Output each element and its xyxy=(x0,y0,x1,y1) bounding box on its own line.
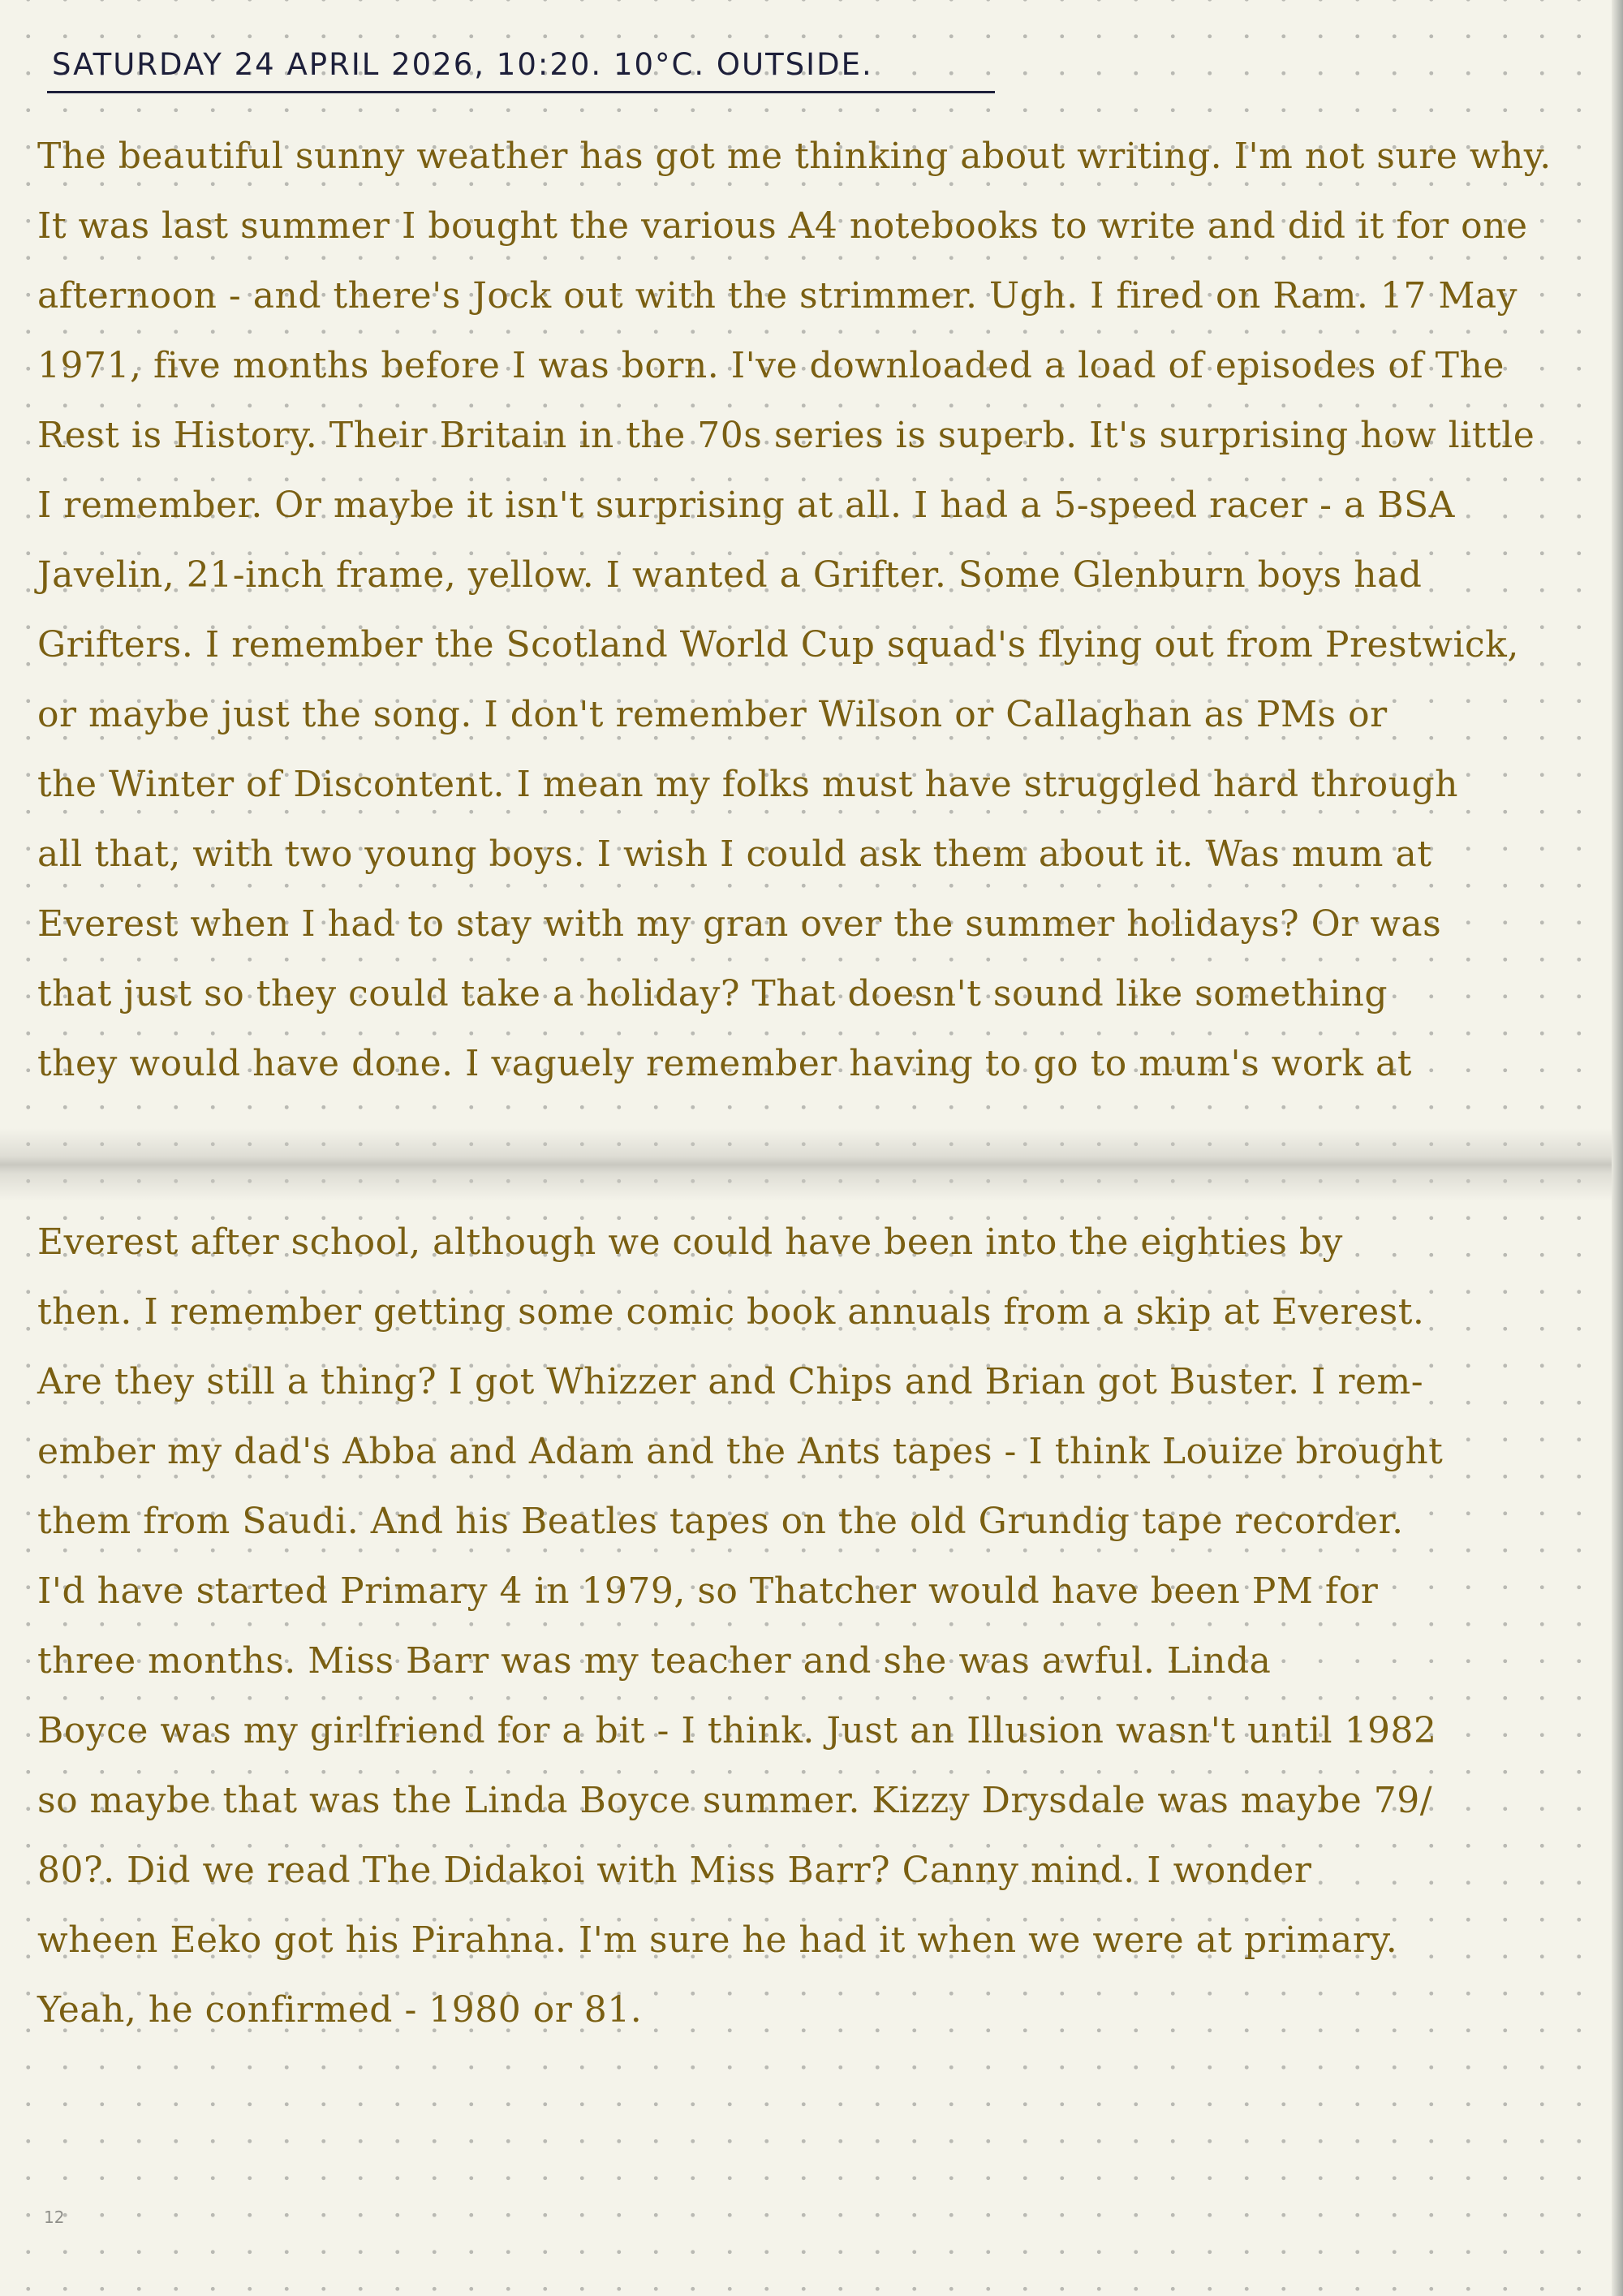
text-line: I'd have started Primary 4 in 1979, so Thatcher would have been PM for xyxy=(37,1570,1379,1612)
text-line: they would have done. I vaguely remember having to go to mum's work at xyxy=(37,1043,1412,1084)
text-line: so maybe that was the Linda Boyce summer. Kizzy Drysdale was maybe 79/ xyxy=(37,1780,1433,1821)
text-line: or maybe just the song. I don't remember Wilson or Callaghan as PMs or xyxy=(37,694,1388,735)
text-line: Yeah, he confirmed - 1980 or 81. xyxy=(37,1989,643,2031)
text-line: Are they still a thing? I got Whizzer and Chips and Brian got Buster. I rem- xyxy=(37,1361,1424,1402)
text-line: Boyce was my girlfriend for a bit - I think. Just an Illusion wasn't until 1982 xyxy=(37,1710,1437,1751)
text-line: I remember. Or maybe it isn't surprising at all. I had a 5-speed racer - a BSA xyxy=(37,485,1455,526)
text-line: wheen Eeko got his Pirahna. I'm sure he had it when we were at primary. xyxy=(37,1919,1398,1961)
text-line: 1971, five months before I was born. I've downloaded a load of episodes of The xyxy=(37,345,1505,386)
page-edge xyxy=(1612,0,1623,2296)
text-line: Everest when I had to stay with my gran over the summer holidays? Or was xyxy=(37,903,1442,945)
text-line: all that, with two young boys. I wish I could ask them about it. Was mum at xyxy=(37,834,1432,875)
text-line: It was last summer I bought the various A4 notebooks to write and did it for one xyxy=(37,205,1528,247)
text-line: Rest is History. Their Britain in the 70s series is superb. It's surprising how little xyxy=(37,415,1535,456)
text-line: three months. Miss Barr was my teacher and she was awful. Linda xyxy=(37,1640,1272,1682)
text-line: Javelin, 21-inch frame, yellow. I wanted a Grifter. Some Glenburn boys had xyxy=(37,554,1423,596)
entry-text-part2 xyxy=(37,1208,1595,2045)
text-line: them from Saudi. And his Beatles tapes on the old Grundig tape recorder. xyxy=(37,1501,1404,1542)
text-line: 80?. Did we read The Didakoi with Miss Barr? Canny mind. I wonder xyxy=(37,1850,1312,1891)
text-line: the Winter of Discontent. I mean my folks must have struggled hard through xyxy=(37,764,1458,805)
text-line: afternoon - and there's Jock out with the strimmer. Ugh. I fired on Ram. 17 May xyxy=(37,275,1518,317)
text-line: ember my dad's Abba and Adam and the Ants tapes - I think Louize brought xyxy=(37,1431,1444,1472)
text-line: The beautiful sunny weather has got me thinking about writing. I'm not sure why. xyxy=(37,136,1552,177)
text-line: Grifters. I remember the Scotland World Cup squad's flying out from Prestwick, xyxy=(37,624,1519,666)
entry-text-part1 xyxy=(37,122,1595,1099)
heading-underline xyxy=(47,91,995,93)
text-line: then. I remember getting some comic book annuals from a skip at Everest. xyxy=(37,1291,1425,1333)
text-line: Everest after school, although we could have been into the eighties by xyxy=(37,1221,1343,1263)
entry-heading: SATURDAY 24 APRIL 2026, 10:20. 10°C. OUTSIDE. xyxy=(52,47,873,82)
notebook-spine-gutter xyxy=(0,1128,1623,1201)
page-number: 12 xyxy=(44,2208,65,2227)
text-line: that just so they could take a holiday? That doesn't sound like something xyxy=(37,973,1388,1014)
